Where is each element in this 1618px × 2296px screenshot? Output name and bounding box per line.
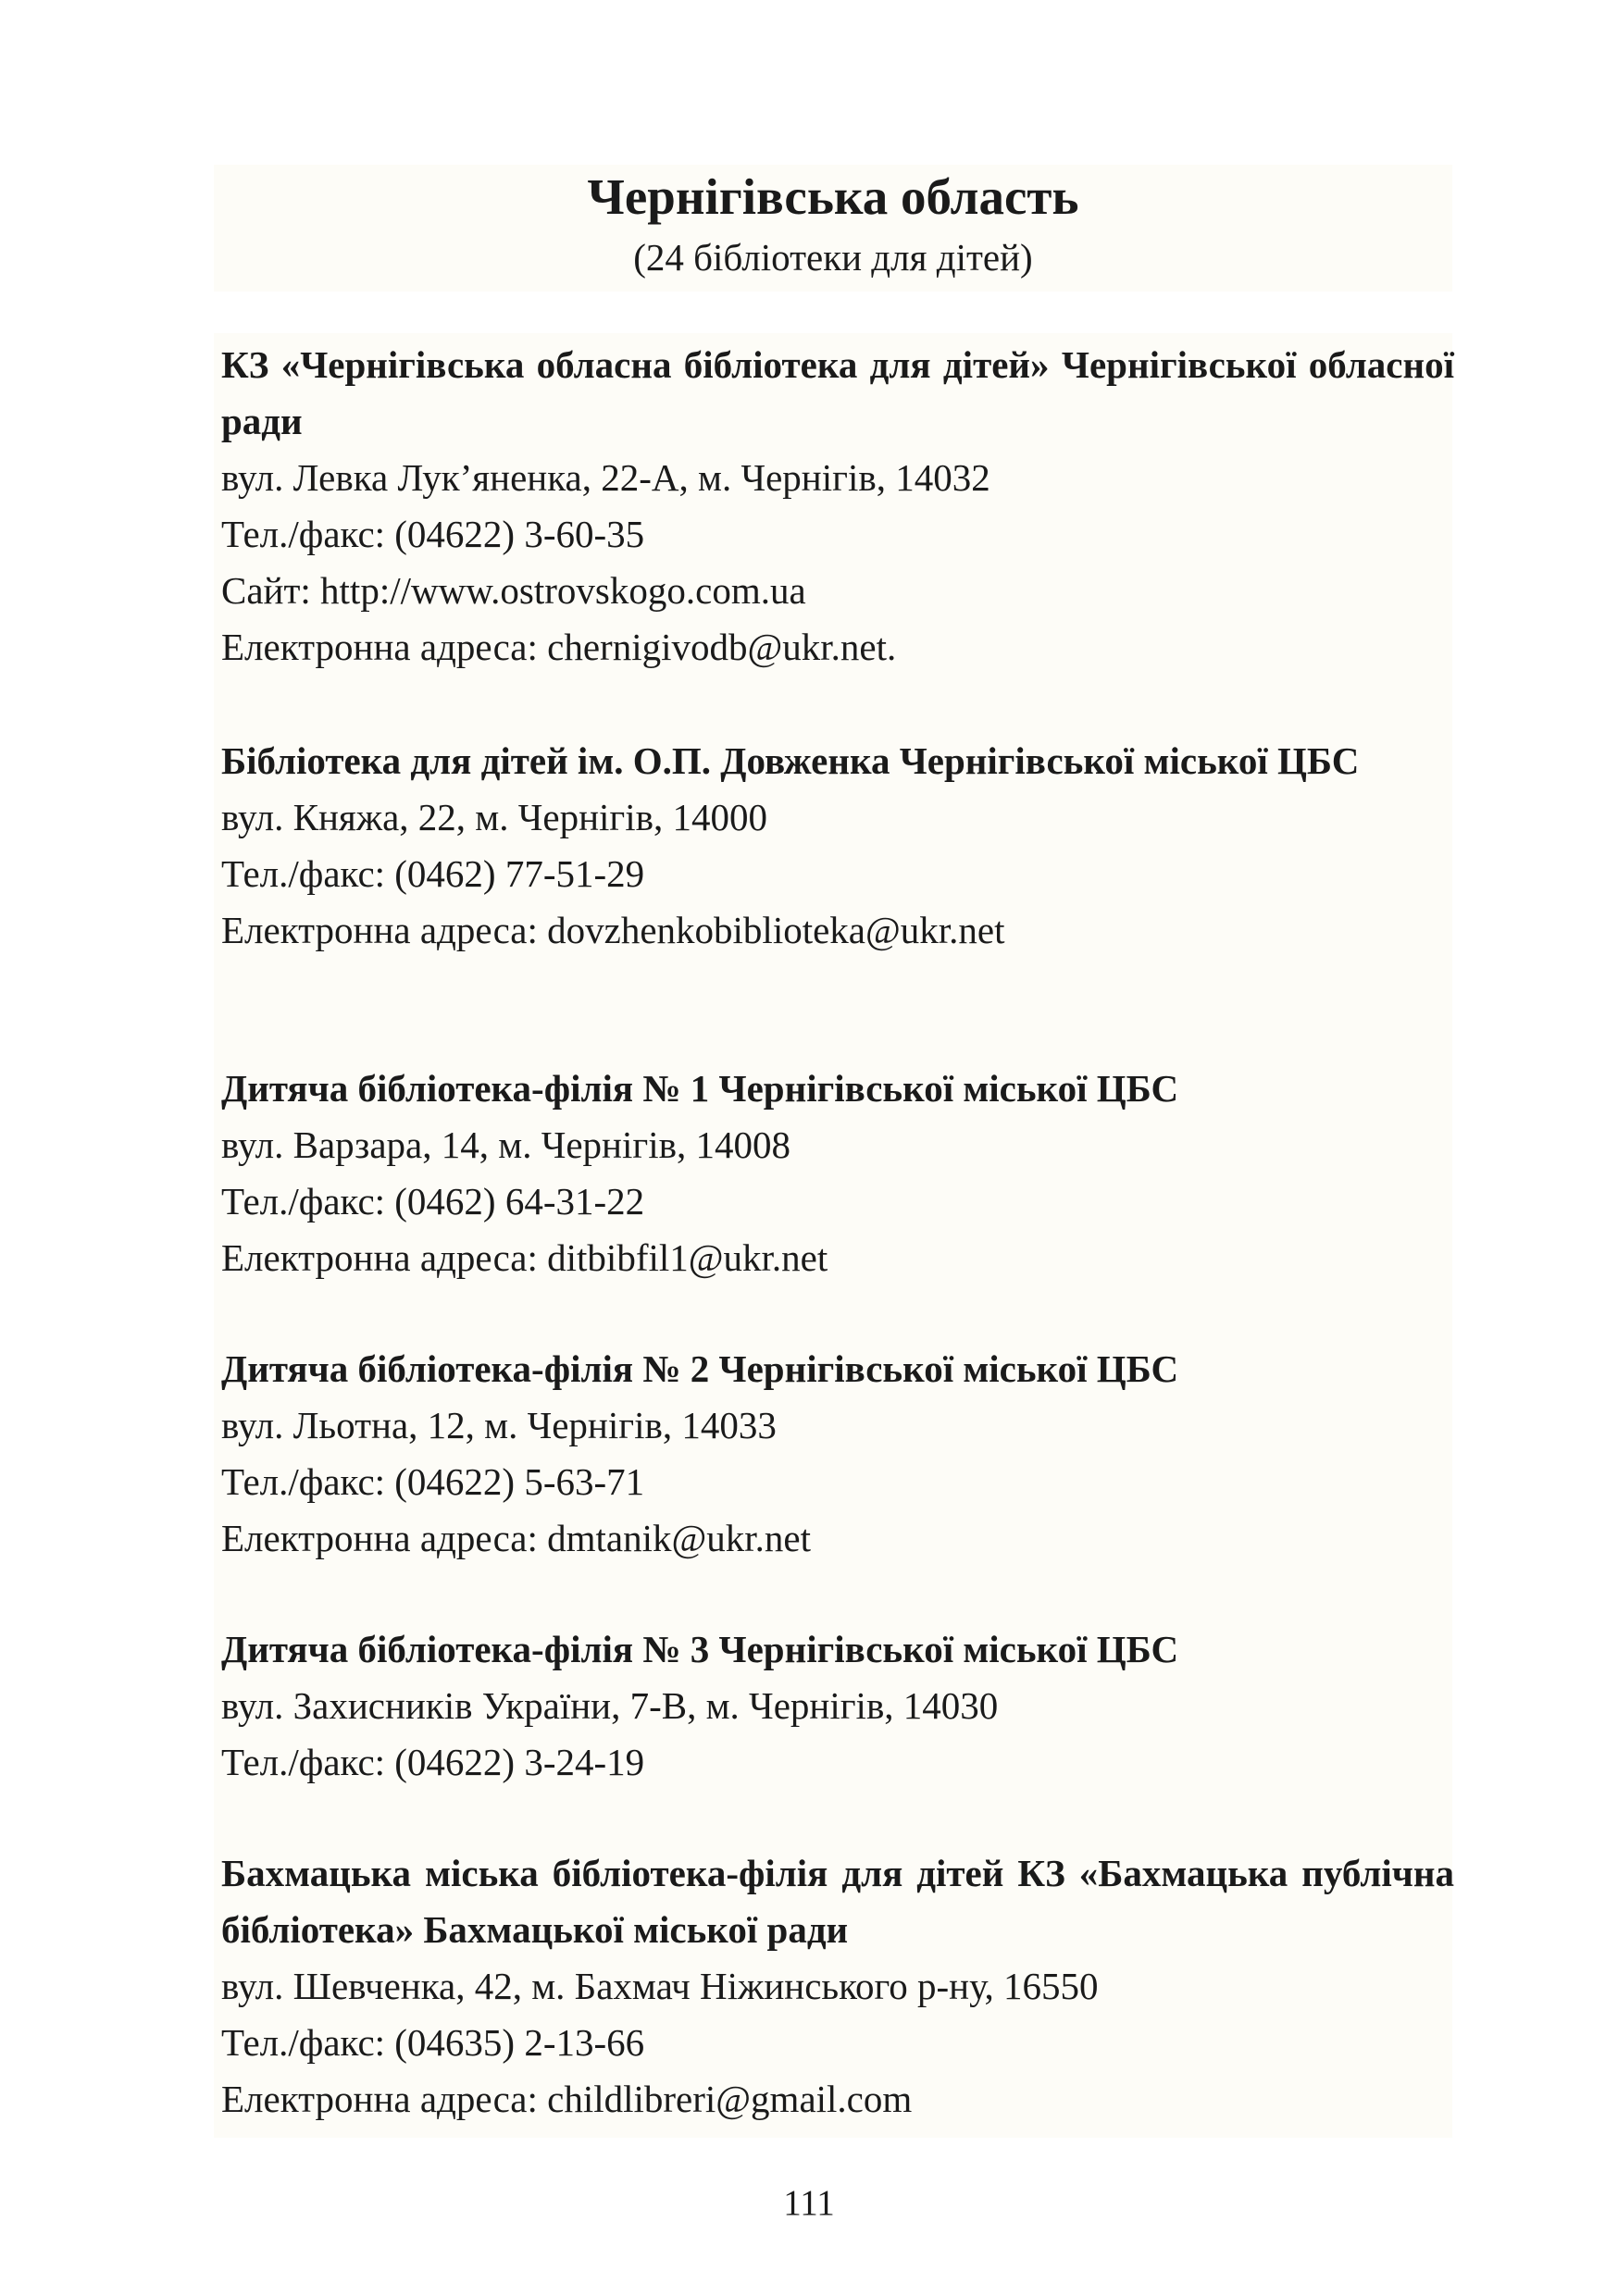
library-address: вул. Шевченка, 42, м. Бахмач Ніжинського р-ну, 16550: [221, 1965, 1099, 2007]
library-address: вул. Княжа, 22, м. Чернігів, 14000: [221, 796, 767, 838]
library-address: вул. Левка Лук’яненка, 22-А, м. Чернігів, 14032: [221, 456, 990, 499]
region-subtitle: (24 бібліотеки для дітей): [633, 236, 1033, 279]
library-phone: Тел./факс: (04635) 2-13-66: [221, 2021, 645, 2064]
library-entry: [221, 1341, 1454, 1567]
region-title: Чернігівська область: [587, 168, 1079, 225]
library-entry: [221, 1061, 1454, 1286]
library-entry: [221, 337, 1454, 676]
library-email: Електронна адреса: chernigivodb@ukr.net.: [221, 626, 897, 668]
library-address: вул. Варзара, 14, м. Чернігів, 14008: [221, 1123, 790, 1166]
library-phone: Тел./факс: (04622) 3-60-35: [221, 513, 645, 555]
library-address: вул. Льотна, 12, м. Чернігів, 14033: [221, 1404, 777, 1446]
library-name: Бібліотека для дітей ім. О.П. Довженка Чернігівської міської ЦБС: [221, 739, 1360, 782]
library-name: Бахмацька міська бібліотека-філія для дітей КЗ «Бахмацька публічна бібліотека» Бахмацької міської ради: [221, 1852, 1454, 1951]
library-phone: Тел./факс: (0462) 64-31-22: [221, 1180, 645, 1222]
library-email: Електронна адреса: childlibreri@gmail.com: [221, 2078, 913, 2120]
library-phone: Тел./факс: (04622) 5-63-71: [221, 1460, 645, 1503]
library-name: Дитяча бібліотека-філія № 1 Чернігівської міської ЦБС: [221, 1067, 1179, 1110]
library-phone: Тел./факс: (0462) 77-51-29: [221, 852, 645, 895]
library-name: КЗ «Чернігівська обласна бібліотека для дітей» Чернігівської обласної ради: [221, 343, 1454, 442]
library-email: Електронна адреса: dovzhenkobiblioteka@ukr.net: [221, 909, 1005, 951]
library-entry: [221, 733, 1454, 959]
library-list: [214, 333, 1452, 2138]
library-name: Дитяча бібліотека-філія № 2 Чернігівської міської ЦБС: [221, 1347, 1179, 1390]
page-number: 111: [783, 2183, 835, 2223]
library-email: Електронна адреса: dmtanik@ukr.net: [221, 1517, 812, 1559]
library-address: вул. Захисників України, 7-В, м. Чернігів, 14030: [221, 1684, 999, 1727]
library-entry: [221, 1845, 1454, 2128]
library-email: Електронна адреса: ditbibfil1@ukr.net: [221, 1236, 828, 1279]
library-phone: Тел./факс: (04622) 3-24-19: [221, 1741, 645, 1783]
library-name: Дитяча бібліотека-філія № 3 Чернігівської міської ЦБС: [221, 1628, 1179, 1670]
library-entry: [221, 1621, 1454, 1791]
region-header: [214, 165, 1452, 292]
library-website: Сайт: http://www.ostrovskogo.com.ua: [221, 569, 806, 612]
